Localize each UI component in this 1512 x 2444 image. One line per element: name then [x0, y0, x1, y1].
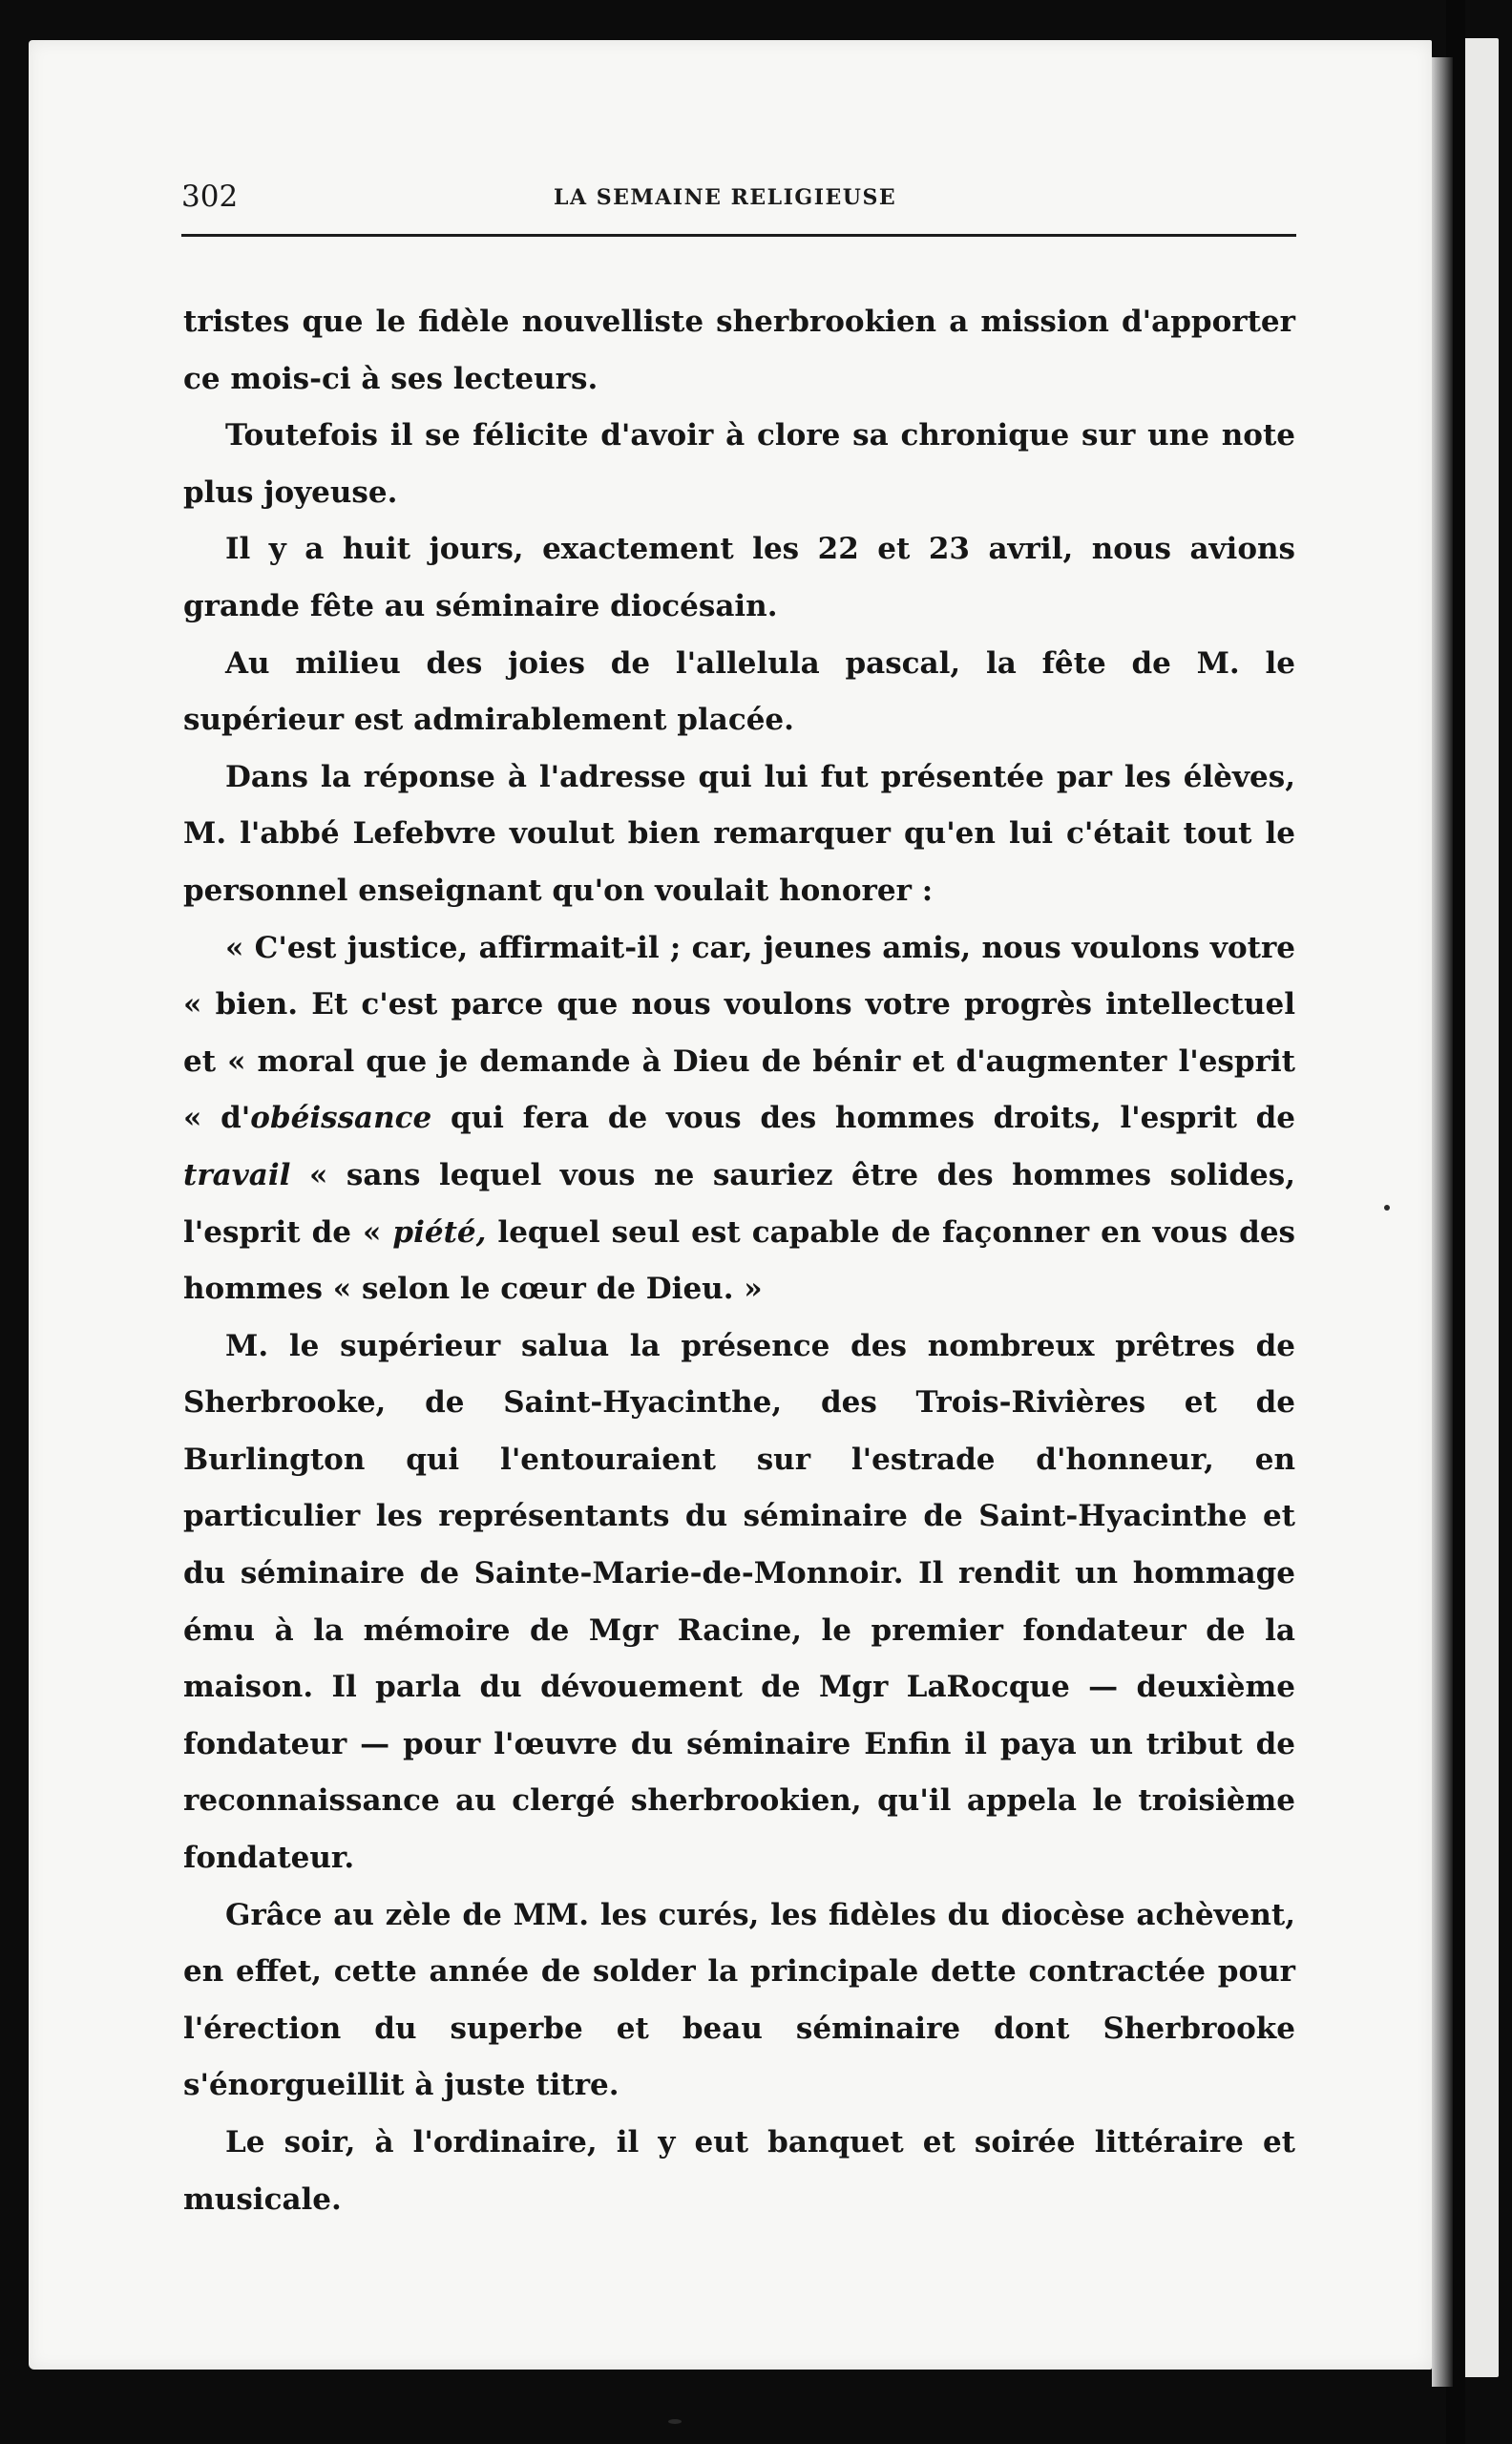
paragraph: Toutefois il se félicite d'avoir à clore sa chronique sur une note plus joyeuse.	[183, 418, 1295, 510]
body-text	[183, 294, 1295, 2228]
paragraph: Au milieu des joies de l'allelula pascal, la fête de M. le supérieur est admirablement placée.	[183, 645, 1295, 738]
quote-text: « C'est justice, affirmait-il ; car, jeunes amis, nous voulons votre « bien. Et c'est parce que nous voulons votre progrès intellectuel et « moral que je demande à Dieu de bénir et d'augmenter l'esprit « d'	[183, 930, 1295, 1136]
emphasis-word: obéissance	[250, 1101, 432, 1136]
paragraph: Le soir, à l'ordinaire, il y eut banquet et soirée littéraire et musicale.	[183, 2125, 1295, 2217]
quote-text: « sans lequel vous ne sauriez être des hommes solides, l'esprit de «	[183, 1157, 1295, 1250]
facing-page-edge	[1460, 38, 1499, 2377]
scan-speck	[1384, 1205, 1390, 1211]
paragraph: Dans la réponse à l'adresse qui lui fut présentée par les élèves, M. l'abbé Lefebvre voulut bien remarquer qu'en lui c'était tout le personnel enseignant qu'on voulait honorer :	[183, 759, 1295, 908]
page-number: 302	[181, 179, 239, 214]
running-head	[181, 179, 1293, 221]
quotation-paragraph	[183, 920, 1295, 1318]
paragraph: Il y a huit jours, exactement les 22 et 23 avril, nous avions grande fête au séminaire diocésain.	[183, 532, 1295, 623]
scan-speck	[668, 2419, 682, 2424]
paragraph: M. le supérieur salua la présence des nombreux prêtres de Sherbrooke, de Saint-Hyacinthe, des Trois-Rivières et de Burlington qui l'entouraient sur l'estrade d'honneur, en particulier les représentants du séminaire de Saint-Hyacinthe et du séminaire de Sainte-Marie-de-Monnoir. Il rendit un hommage ému à la mémoire de Mgr Racine, le premier fondateur de la maison. Il parla du dévouement de Mgr LaRocque — deuxième fondateur — pour l'œuvre du séminaire Enfin il paya un tribut de reconnaissance au clergé sherbrookien, qu'il appela le troisième fondateur.	[183, 1328, 1295, 1876]
quote-text: qui fera de vous des hommes droits, l'esprit de	[431, 1101, 1296, 1136]
emphasis-word: travail	[183, 1157, 291, 1192]
quote-text: lequel seul est capable de façonner en vous des hommes « selon le cœur de Dieu. »	[183, 1214, 1295, 1307]
paragraph: tristes que le fidèle nouvelliste sherbrookien a mission d'apporter ce mois-ci à ses lecteurs.	[183, 305, 1295, 396]
paragraph: Grâce au zèle de MM. les curés, les fidèles du diocèse achèvent, en effet, cette année de solder la principale dette contractée pour l'érection du superbe et beau séminaire dont Sherbrooke s'énorgueillit à juste titre.	[183, 1897, 1295, 2103]
running-title: LA SEMAINE RELIGIEUSE	[554, 185, 897, 210]
page-edge-shadow	[1432, 57, 1453, 2387]
header-rule	[181, 234, 1296, 237]
emphasis-word: piété,	[392, 1214, 487, 1250]
